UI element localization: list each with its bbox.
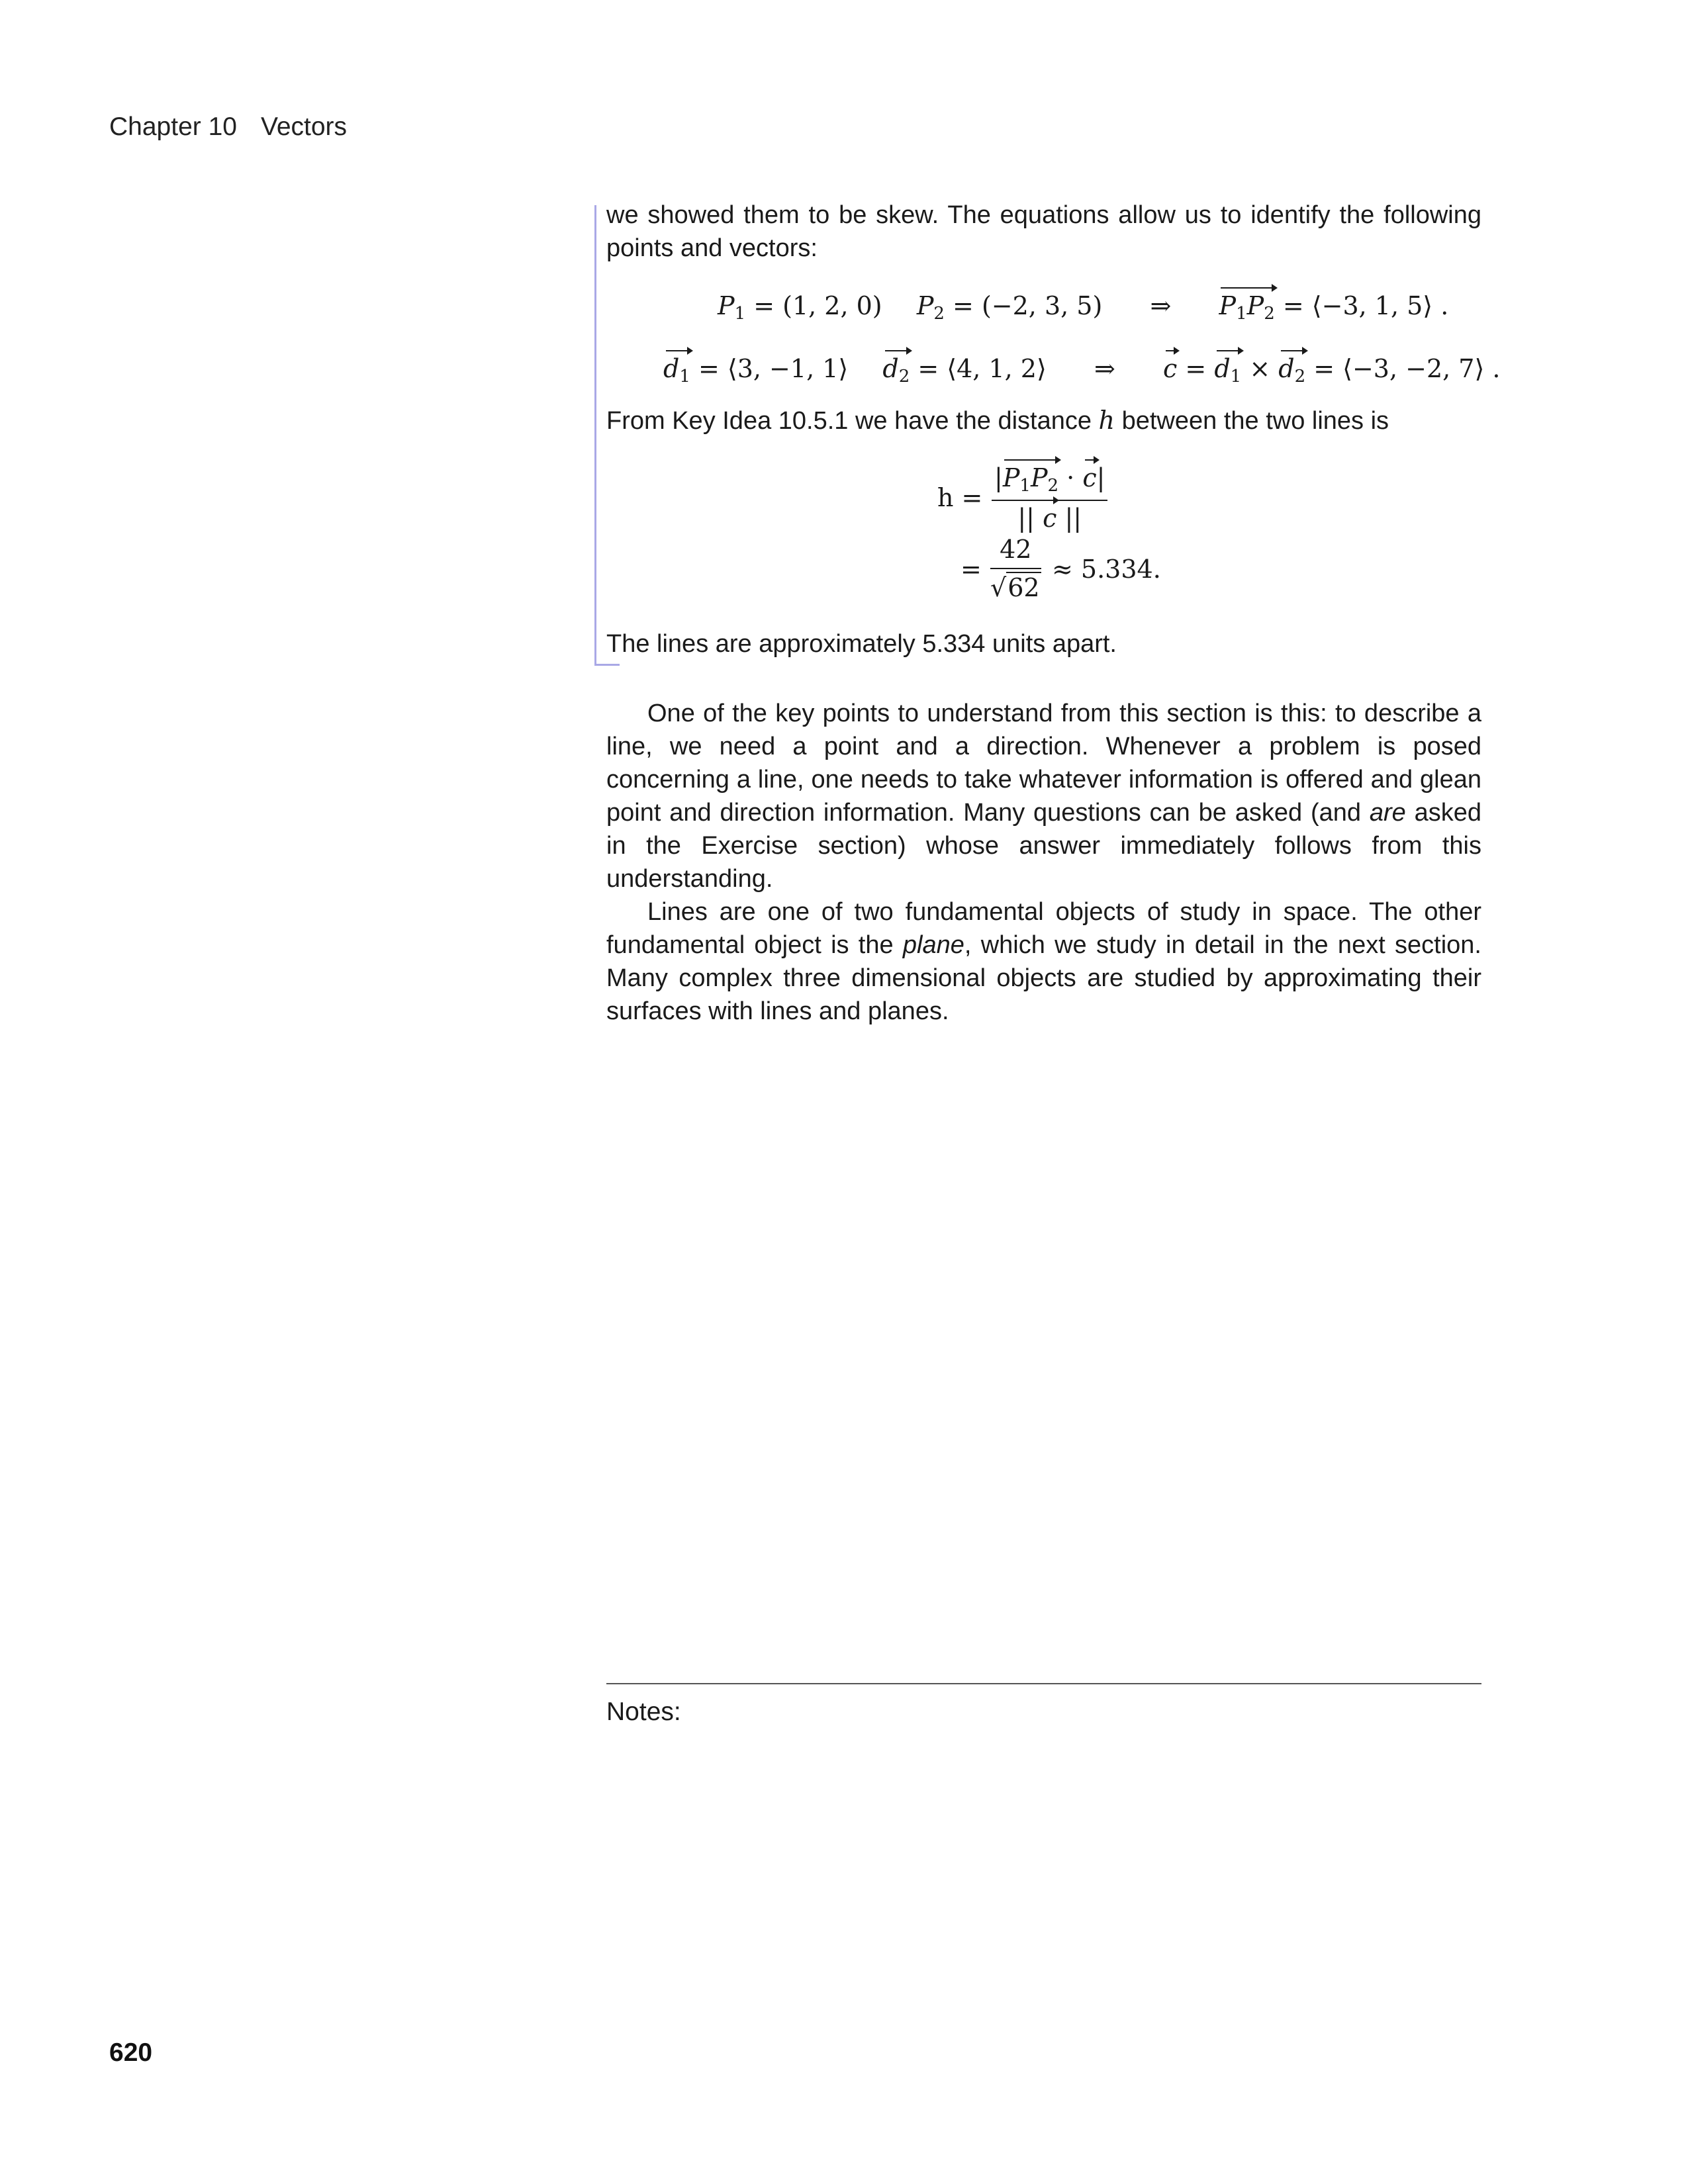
page-number: 620: [109, 2038, 153, 2067]
p2-name: P: [916, 291, 934, 320]
distance-sentence: [606, 404, 1481, 437]
c-value: = ⟨−3, −2, 7⟩ .: [1313, 354, 1501, 383]
vector-d2-cross: $d_2$: [1278, 354, 1306, 387]
implies-symbol-1: ⇒: [1150, 291, 1172, 320]
formula-lhs: h =: [937, 483, 983, 512]
chapter-title: Vectors: [260, 113, 348, 141]
running-head: [109, 113, 347, 142]
p2-sub: 2: [933, 304, 945, 324]
formula-fraction-2: [990, 535, 1041, 602]
formula-approx: ≈ 5.334.: [1052, 555, 1161, 584]
d2-value: = ⟨4, 1, 2⟩: [917, 354, 1047, 383]
distance-var: h: [1098, 406, 1115, 435]
notes-divider: [606, 1683, 1481, 1684]
distance-text-after: between the two lines is: [1121, 407, 1389, 435]
vector-d1-cross: $d_1$: [1214, 354, 1242, 387]
implies-symbol-2: ⇒: [1094, 354, 1115, 383]
sqrt-symbol: √ 62: [990, 573, 1040, 602]
example-margin-foot: [594, 664, 620, 666]
fraction-1-numerator: $|P_1P_2 \cdot c|$: [994, 463, 1105, 496]
distance-text-before: From Key Idea 10.5.1 we have the distance: [606, 407, 1092, 435]
example-margin-bar: [594, 205, 596, 665]
p2-value: = (−2, 3, 5): [953, 291, 1103, 320]
paragraph-2-emphasis: plane: [902, 931, 964, 959]
example-conclusion: The lines are approximately 5.334 units apart.: [606, 630, 1117, 658]
vector-d2: $d_2$: [882, 354, 910, 387]
vector-c: c: [1163, 354, 1178, 383]
equation-directions: $d_1$ = ⟨3, −1, 1⟩ $d_2$ = ⟨4, 1, 2⟩ ⇒ $c = d_1 \times d_2$ = ⟨−3, −2, 7⟩ .: [663, 354, 1501, 387]
p1-value: = (1, 2, 0): [753, 291, 882, 320]
fraction-1-denominator: || c ||: [1017, 504, 1082, 533]
fraction-2-denominator: [990, 569, 1041, 602]
notes-label: Notes:: [606, 1698, 681, 1726]
example-intro: we showed them to be skew. The equations allow us to identify the following points and vectors:: [606, 201, 1481, 262]
p1-sub: 1: [734, 304, 746, 324]
paragraph-1-end: asked in the Exercise section) whose answer immediately follows from this understanding.: [606, 799, 1481, 893]
equation-points: [718, 291, 1448, 324]
vector-p1p2-value: = ⟨−3, 1, 5⟩ .: [1282, 291, 1449, 320]
formula-fraction-1: [992, 463, 1107, 533]
paragraph-2-end: , which we study in detail in the next section. Many complex three dimensional objects are studied by approximating their surfaces with lines and planes.: [606, 931, 1481, 1025]
formula-step-equals: =: [961, 555, 982, 584]
d1-value: = ⟨3, −1, 1⟩: [698, 354, 849, 383]
vector-p1p2: $P_1P_2$: [1219, 291, 1275, 324]
fraction-2-numerator: 42: [1000, 535, 1032, 564]
paragraph-1-emphasis: are: [1369, 799, 1406, 827]
paragraph-2: [606, 895, 1481, 1028]
chapter-label: Chapter 10: [109, 113, 237, 141]
paragraph-1: [606, 697, 1481, 895]
paragraph-2-text: Lines are one of two fundamental objects of study in space. The other fundamental object is the: [606, 898, 1481, 959]
paragraph-1-text: One of the key points to understand from this section is this: to describe a line, we need a point and a direction. Whenever a problem is posed concerning a line, one needs to take whatever information is offered and glean point and direction information. Many questions can be asked (and: [606, 700, 1481, 827]
body-text: [606, 697, 1481, 1028]
vector-d1: $d_1$: [663, 354, 690, 387]
sqrt-radicand: 62: [1008, 573, 1040, 602]
p1-name: P: [718, 291, 735, 320]
